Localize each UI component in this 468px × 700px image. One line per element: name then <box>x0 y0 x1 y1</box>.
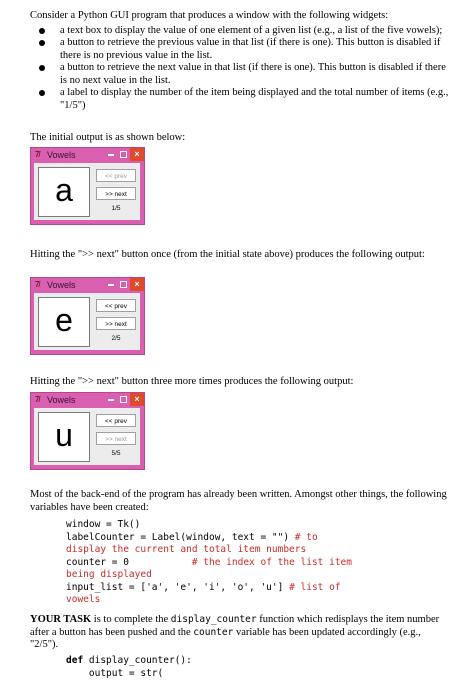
window-title: Vowels <box>47 280 76 290</box>
close-icon[interactable]: × <box>130 148 144 161</box>
counter-label: 5/5 <box>111 450 121 457</box>
bullet-item: a button to retrieve the previous value in that list (if there is one). This button is disabled if there is no previous value in the list. <box>30 37 450 62</box>
code-comment: # the index of the list item <box>191 556 352 568</box>
value-textbox[interactable]: a <box>38 167 90 217</box>
code-comment: being displayed <box>66 569 152 580</box>
function-name: display_counter <box>170 614 257 625</box>
title-bar <box>31 393 144 407</box>
minimize-icon[interactable] <box>108 284 114 286</box>
maximize-icon[interactable] <box>120 281 127 288</box>
next-button[interactable]: >> next <box>96 317 136 330</box>
code-line: output = str( <box>66 667 164 679</box>
tk-feather-icon: 7̸ <box>35 150 40 159</box>
code-comment: display the current and total item numbers <box>66 544 307 555</box>
code-line: window = Tk() <box>66 519 141 530</box>
backend-paragraph: Most of the back-end of the program has already been written. Amongst other things, the following variables have been created: <box>30 489 447 513</box>
initial-output-caption: The initial output is as shown below: <box>30 132 186 143</box>
window-title: Vowels <box>47 150 76 160</box>
intro-text: Consider a Python GUI program that produces a window with the following widgets: <box>30 10 389 21</box>
title-bar <box>31 148 144 162</box>
code-line: display_counter(): <box>83 655 192 666</box>
code-comment: # list of <box>289 581 341 593</box>
counter-label: 1/5 <box>111 205 121 212</box>
code-line: labelCounter = Label(window, text = "") <box>66 531 295 543</box>
value-textbox[interactable]: u <box>38 412 90 462</box>
maximize-icon[interactable] <box>120 151 127 158</box>
bullet-item: a text box to display the value of one element of a given list (e.g., a list of the five vowels); <box>30 25 450 38</box>
close-icon[interactable]: × <box>130 278 144 291</box>
tk-feather-icon: 7̸ <box>35 280 40 289</box>
window-client <box>34 293 140 350</box>
tk-feather-icon: 7̸ <box>35 395 40 404</box>
next-button[interactable]: >> next <box>96 432 136 445</box>
def-keyword: def <box>66 655 84 666</box>
hit-three-caption: Hitting the ">> next" button three more times produces the following output: <box>30 376 354 387</box>
code-comment: vowels <box>66 594 101 605</box>
problem-intro <box>30 10 450 112</box>
minimize-icon[interactable] <box>108 154 114 156</box>
task-paragraph: YOUR TASK is to complete the display_counter function which redisplays the item number after a button has been pushed and the counter variable has been updated accordingly (e.g., "2/5"). <box>30 614 440 650</box>
bullet-dot <box>39 40 45 46</box>
window-title: Vowels <box>47 395 76 405</box>
prev-button[interactable]: << prev <box>96 414 136 427</box>
close-icon[interactable]: × <box>130 393 144 406</box>
prev-button[interactable]: << prev <box>96 299 136 312</box>
next-button[interactable]: >> next <box>96 187 136 200</box>
task-heading: YOUR TASK <box>30 614 92 625</box>
title-bar <box>31 278 144 292</box>
window-client <box>34 408 140 465</box>
vowels-window-initial <box>30 147 145 225</box>
variables-code-block <box>66 519 450 607</box>
vowels-window-last <box>30 392 145 470</box>
bullet-dot <box>39 65 45 71</box>
bullet-item: a button to retrieve the next value in that list (if there is one). This button is disabled if there is no next value in the list. <box>30 62 450 87</box>
variable-name: counter <box>193 626 234 638</box>
value-textbox[interactable]: e <box>38 297 90 347</box>
window-client <box>34 163 140 220</box>
bullet-item: a label to display the number of the item being displayed and the total number of items (e.g., "1/5") <box>30 87 450 112</box>
hit-once-caption: Hitting the ">> next" button once (from the initial state above) produces the following output: <box>30 249 425 260</box>
vowels-window-second <box>30 277 145 355</box>
prev-button[interactable]: << prev <box>96 169 136 182</box>
bullet-dot <box>39 28 45 34</box>
code-comment: # to <box>294 531 318 543</box>
bullet-dot <box>39 90 45 96</box>
widget-list <box>30 25 450 113</box>
minimize-icon[interactable] <box>108 399 114 401</box>
code-line: input_list = ['a', 'e', 'i', 'o', 'u'] <box>66 581 290 593</box>
maximize-icon[interactable] <box>120 396 127 403</box>
code-line: counter = 0 <box>66 556 192 568</box>
counter-label: 2/5 <box>111 335 121 342</box>
function-code-block <box>66 655 450 680</box>
